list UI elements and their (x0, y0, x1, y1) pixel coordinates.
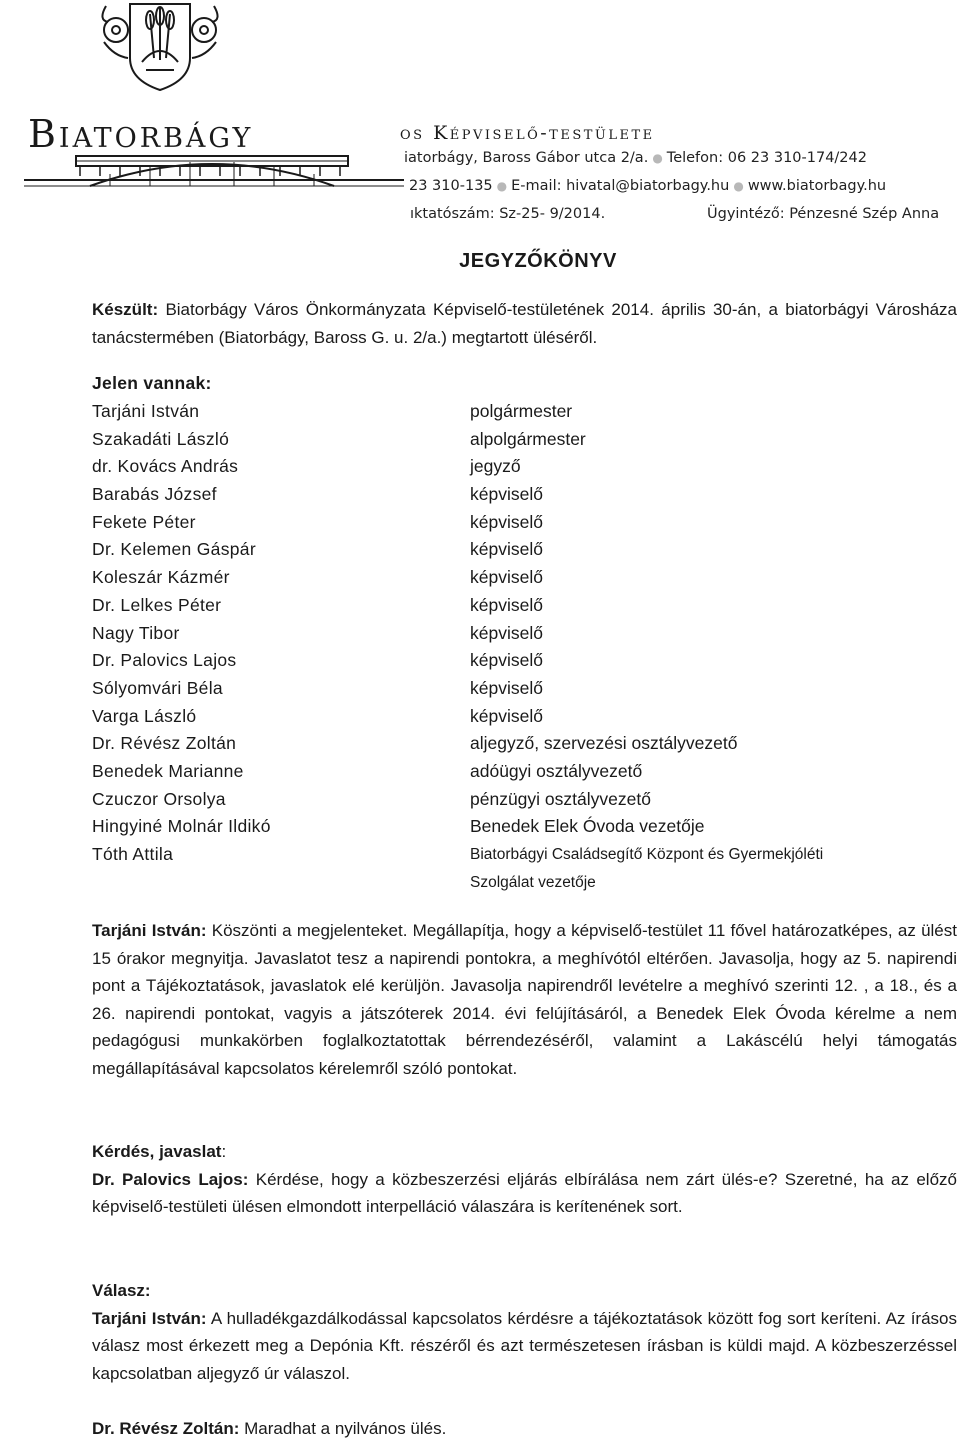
attendee-row (92, 509, 957, 537)
attendee-role: képviselő (470, 539, 543, 560)
answer-body (92, 1305, 957, 1388)
attendee-name: Dr. Lelkes Péter (92, 594, 222, 615)
attendee-row (92, 426, 957, 454)
statement-text: Köszönti a megjelenteket. Megállapítja, hogy a képviselő-testület 11 fővel határozatképes, az ülést 15 órakor megnyitja. Javaslatot tesz a napirendi pontokra, a meghívótól eltérően. Javasolja, hogy az 5. napirendi pont a Tájékoztatások, javaslatok elé kerüljön. Javasolja napirendről levételre a meghívó szerinti 12. , a 18., és a 26. napirendi pontokat, vagyis a játszóterek 2014. évi felújításáról, a Benedek Elek Óvoda kérelme a nem pedagógusi munkakörben foglalkoztatottak bérrendezéséről, valamint a Lakáscélú helyi támogatás megállapításával kapcsolatos kérelemről szóló pontokat. (92, 921, 957, 1078)
attendee-row (92, 786, 957, 814)
attendee-role: adóügyi osztályvezető (470, 760, 643, 781)
page-title: JEGYZŐKÖNYV (459, 250, 617, 272)
council-name: os Képviselő-testülete (400, 122, 655, 144)
attendee-role: aljegyző, szervezési osztályvezető (470, 733, 738, 754)
attendee-row (92, 398, 957, 426)
made-text: Biatorbágy Város Önkormányzata Képviselő-testületének 2014. április 30-án, a biatorbágyi Városháza tanácstermében (Biatorbágy, Baross G. u. 2/a.) megtartott üléséről. (92, 300, 957, 347)
question-heading-text: Kérdés, javaslat (92, 1142, 222, 1161)
attendee-role: Szolgálat vezetője (470, 873, 596, 891)
speaker-name: Tarjáni István: (92, 921, 207, 940)
attendee-name: Varga László (92, 705, 197, 726)
present-label: Jelen vannak: (92, 373, 212, 394)
contact-line (409, 178, 886, 194)
attendance-list (92, 373, 957, 896)
attendee-row (92, 564, 957, 592)
attendee-row (92, 675, 957, 703)
fax: 23 310-135 (409, 178, 493, 194)
attendee-rows (92, 398, 957, 896)
answer-heading (92, 1277, 957, 1305)
bridge-emblem (20, 150, 406, 220)
final-text: Maradhat a nyilvános ülés. (244, 1419, 447, 1438)
bullet-icon: ● (733, 179, 744, 193)
attendee-role: alpolgármester (470, 428, 586, 449)
made-label: Készült: (92, 300, 159, 319)
attendee-row (92, 730, 957, 758)
attendee-name: Czuczor Orsolya (92, 788, 226, 809)
attendee-name: Fekete Péter (92, 511, 196, 532)
attendee-name: Koleszár Kázmér (92, 567, 230, 588)
attendee-role: képviselő (470, 677, 543, 698)
opening-statement (92, 917, 957, 1083)
attendee-name: Tóth Attila (92, 844, 174, 864)
question-section (92, 1138, 957, 1221)
answer-section (92, 1277, 957, 1387)
question-body (92, 1166, 957, 1221)
attendee-row (92, 841, 957, 869)
attendee-role: képviselő (470, 511, 543, 532)
attendee-role: pénzügyi osztályvezető (470, 788, 651, 809)
attendee-row (92, 758, 957, 786)
attendee-row (92, 869, 957, 897)
attendee-role: jegyző (470, 456, 521, 477)
colon: : (221, 1142, 227, 1161)
attendee-role: Biatorbágyi Családsegítő Központ és Gyermekjóléti (470, 846, 824, 863)
website: www.biatorbagy.hu (747, 178, 887, 194)
attendee-role: Benedek Elek Óvoda vezetője (470, 816, 705, 837)
attendee-role: képviselő (470, 567, 543, 588)
attendee-name: Dr. Révész Zoltán (92, 733, 237, 754)
attendee-row (92, 647, 957, 675)
attendee-name: Sólyomvári Béla (92, 677, 223, 698)
attendee-row (92, 481, 957, 509)
attendee-name: Szakadáti László (92, 428, 230, 449)
file-number: ıktatószám: Sz-25- 9/2014. (410, 206, 606, 222)
attendee-role: képviselő (470, 594, 543, 615)
speaker-name: Tarjáni István: (92, 1308, 207, 1328)
address-line (404, 150, 867, 166)
clerk: Ügyintéző: Pénzesné Szép Anna (707, 206, 940, 222)
question-heading (92, 1138, 957, 1166)
speaker-name: Dr. Révész Zoltán: (92, 1419, 240, 1438)
brand-name: Biatorbágy (28, 112, 254, 156)
attendee-row (92, 592, 957, 620)
final-statement (92, 1415, 957, 1443)
answer-text: A hulladékgazdálkodással kapcsolatos kérdésre a tájékoztatások között fog sort keríteni. Az írásos válasz most érkezett meg a Depónia Kft. részéről és azt természetesen írásban is küldi majd. A közbeszerzéssel kapcsolatban aljegyző úr válaszol. (92, 1308, 957, 1383)
attendee-name: dr. Kovács András (92, 456, 239, 477)
attendee-role: képviselő (470, 622, 543, 643)
answer-heading-text: Válasz: (92, 1281, 151, 1300)
speaker-name: Dr. Palovics Lajos: (92, 1169, 249, 1189)
attendee-name: Nagy Tibor (92, 622, 180, 643)
bullet-icon: ● (496, 179, 508, 193)
attendee-role: polgármester (470, 401, 573, 421)
attendee-name: Hingyiné Molnár Ildikó (92, 816, 271, 837)
attendee-name: Dr. Kelemen Gáspár (92, 539, 256, 560)
question-text: Kérdése, hogy a közbeszerzési eljárás elbírálása nem zárt ülés-e? Szeretné, ha az előző képviselő-testületi ülésen elmondott interpelláció válaszára is kerítenének sort. (92, 1169, 957, 1217)
attendee-row (92, 813, 957, 841)
attendee-name: Benedek Marianne (92, 760, 244, 781)
attendee-role: képviselő (470, 650, 543, 671)
attendee-role: képviselő (470, 705, 543, 726)
attendee-name: Dr. Palovics Lajos (92, 650, 237, 671)
attendee-name: Barabás József (92, 484, 217, 505)
phone: Telefon: 06 23 310-174/242 (666, 150, 867, 166)
attendee-name: Tarjáni István (92, 401, 200, 421)
attendee-role: képviselő (470, 484, 543, 505)
attendee-row (92, 453, 957, 481)
email: E-mail: hivatal@biatorbagy.hu (511, 178, 730, 194)
attendee-row (92, 703, 957, 731)
bullet-icon: ● (652, 151, 663, 165)
attendee-row (92, 536, 957, 564)
intro-paragraph (92, 296, 957, 351)
address: iatorbágy, Baross Gábor utca 2/a. (404, 150, 649, 166)
attendee-row (92, 620, 957, 648)
